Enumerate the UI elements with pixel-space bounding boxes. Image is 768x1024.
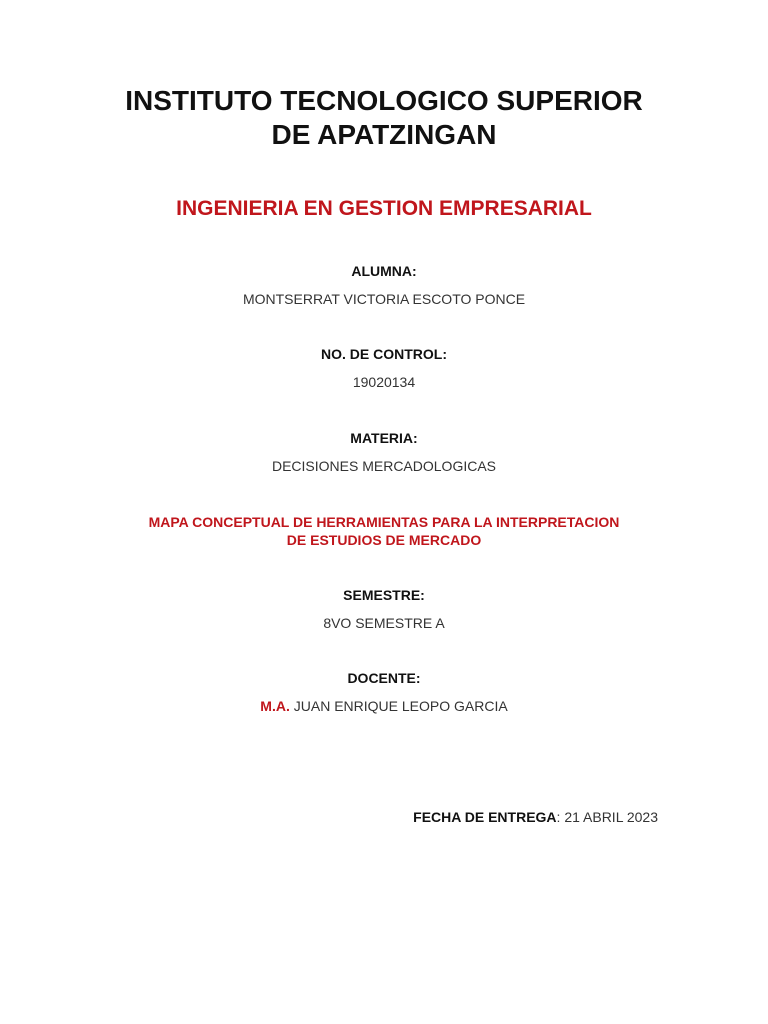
control-label: NO. DE CONTROL: <box>321 346 447 362</box>
career-name: INGENIERIA EN GESTION EMPRESARIAL <box>176 197 592 220</box>
institution-title <box>0 84 768 152</box>
assignment-topic-line1: MAPA CONCEPTUAL DE HERRAMIENTAS PARA LA INTERPRETACION <box>148 514 620 530</box>
teacher-line <box>0 698 768 714</box>
semester-label: SEMESTRE: <box>343 587 425 603</box>
subject-name: DECISIONES MERCADOLOGICAS <box>271 458 497 474</box>
institution-title-line1: INSTITUTO TECNOLOGICO SUPERIOR <box>125 85 643 116</box>
student-label: ALUMNA: <box>351 263 417 279</box>
institution-title-line2: DE APATZINGAN <box>271 119 497 150</box>
teacher-degree-prefix: M.A. <box>260 698 290 714</box>
delivery-date-value: 21 ABRIL 2023 <box>560 809 658 825</box>
delivery-date-line <box>413 809 658 825</box>
assignment-topic <box>0 513 768 549</box>
teacher-label: DOCENTE: <box>347 670 421 686</box>
assignment-topic-line2: DE ESTUDIOS DE MERCADO <box>286 532 482 548</box>
semester-value: 8VO SEMESTRE A <box>323 615 445 631</box>
control-number: 19020134 <box>352 374 416 390</box>
student-name: MONTSERRAT VICTORIA ESCOTO PONCE <box>242 291 526 307</box>
teacher-name: JUAN ENRIQUE LEOPO GARCIA <box>289 698 508 714</box>
delivery-date-label: FECHA DE ENTREGA <box>413 809 557 825</box>
delivery-date-separator: : <box>556 809 561 825</box>
subject-label: MATERIA: <box>350 430 418 446</box>
